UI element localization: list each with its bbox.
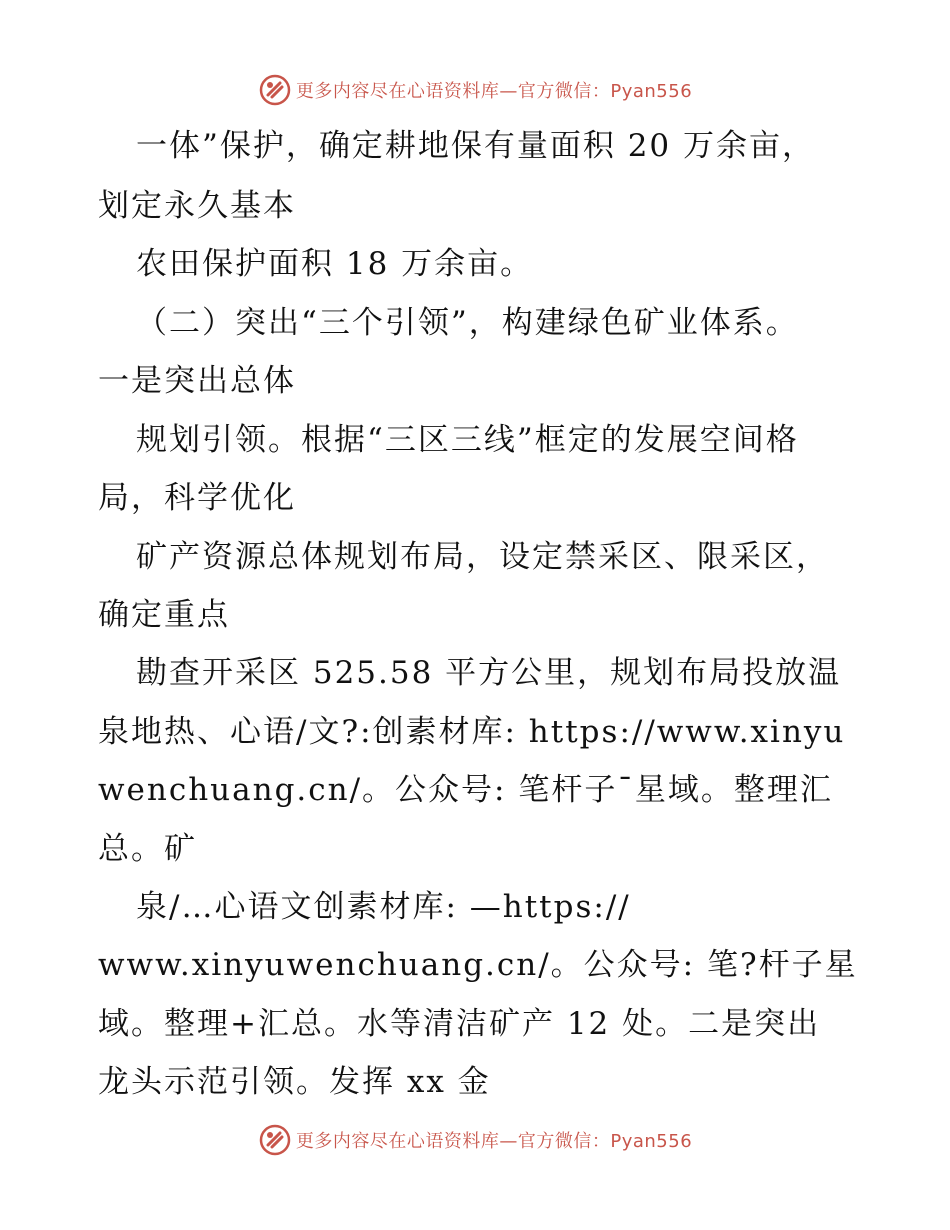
text-line: wenchuang.cn/。公众号: 笔杆子¯星域。整理汇: [98, 772, 833, 808]
text-line: 矿产资源总体规划布局，设定禁采区、限采区，: [136, 539, 829, 575]
seal-logo-icon: [258, 1123, 292, 1157]
text-line: 龙头示范引领。发挥 xx 金: [98, 1064, 491, 1100]
footer-watermark: [0, 1120, 950, 1160]
text-line: 泉/…心语文创素材库: —https://: [136, 889, 631, 925]
text-line: 总。矿: [98, 831, 197, 867]
watermark-text: 更多内容尽在心语资料库—官方微信：Pyan556: [295, 1131, 693, 1152]
watermark-text: 更多内容尽在心语资料库—官方微信：Pyan556: [295, 81, 693, 102]
text-line: 规划引领。根据“三区三线”框定的发展空间格: [136, 422, 799, 458]
text-line: 泉地热、心语/文?:创素材库: https://www.xinyu: [98, 714, 846, 750]
text-line: 确定重点: [98, 597, 230, 633]
text-line: 局，科学优化: [98, 480, 296, 516]
text-line: 域。整理+汇总。水等清洁矿产 12 处。二是突出: [98, 1006, 821, 1042]
text-line: 勘查开采区 525.58 平方公里，规划布局投放温: [136, 655, 842, 691]
text-line: 划定永久基本: [98, 188, 296, 224]
text-line: 一体”保护，确定耕地保有量面积 20 万余亩，: [136, 128, 816, 164]
text-line: 一是突出总体: [98, 363, 296, 399]
text-line: www.xinyuwenchuang.cn/。公众号: 笔?杆子星: [98, 947, 858, 983]
text-line: （二）突出“三个引领”，构建绿色矿业体系。: [136, 305, 799, 341]
text-line: 农田保护面积 18 万余亩。: [136, 246, 534, 282]
